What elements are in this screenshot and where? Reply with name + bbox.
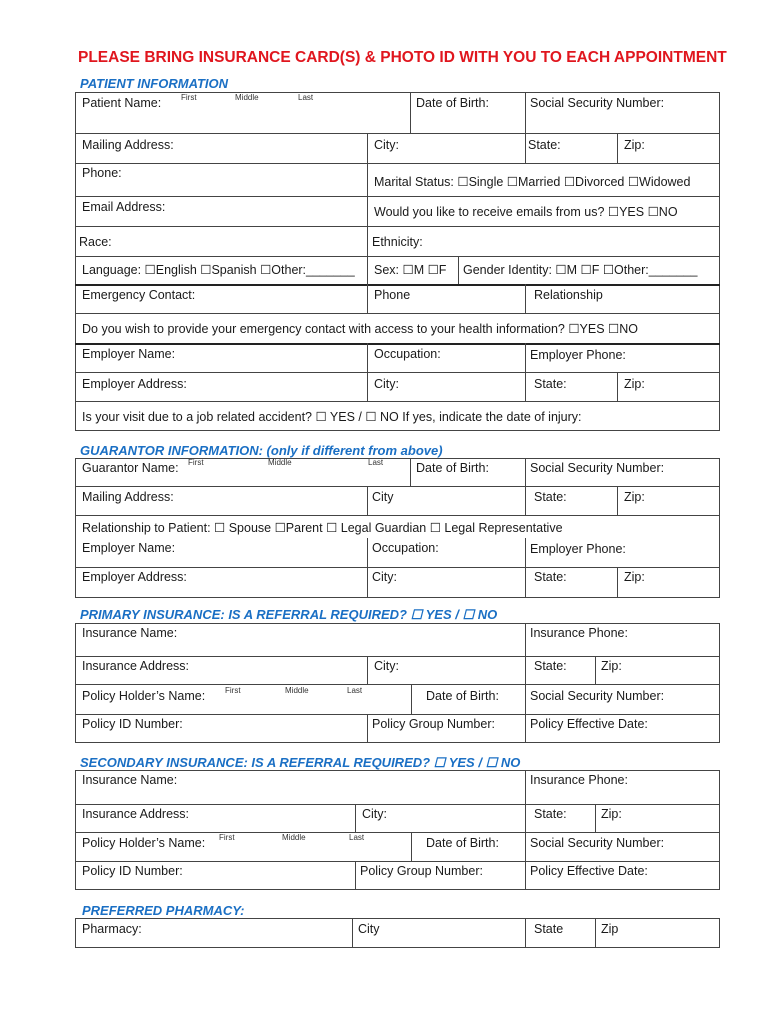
guarantor-zip-label: Zip: — [624, 490, 645, 504]
marital-status-field[interactable]: Marital Status: ☐Single ☐Married ☐Divorced ☐Widowed — [374, 175, 691, 189]
primary-state-label: State: — [534, 659, 567, 673]
primary-zip-label: Zip: — [601, 659, 622, 673]
patient-city-label: City: — [374, 138, 399, 152]
employer-zip-label: Zip: — [624, 377, 645, 391]
patient-email-label: Email Address: — [82, 200, 166, 214]
patient-section-heading: PATIENT INFORMATION — [80, 76, 229, 91]
middle-sublabel: Middle — [268, 458, 292, 467]
primary-effective-date-label: Policy Effective Date: — [530, 717, 648, 731]
secondary-insurance-heading[interactable]: SECONDARY INSURANCE: IS A REFERRAL REQUIRED? ☐ YES / ☐ NO — [80, 755, 521, 770]
secondary-holder-name-label: Policy Holder’s Name: — [82, 836, 206, 850]
guarantor-employer-phone-label: Employer Phone: — [530, 542, 626, 556]
primary-dob-label: Date of Birth: — [426, 689, 499, 703]
guarantor-name-label: Guarantor Name: — [82, 461, 179, 475]
first-sublabel: First — [181, 93, 197, 102]
employer-phone-label: Employer Phone: — [530, 348, 626, 362]
pharmacy-city-label: City — [358, 922, 380, 936]
patient-dob-label: Date of Birth: — [416, 96, 489, 110]
primary-insurance-address-label: Insurance Address: — [82, 659, 190, 673]
middle-sublabel: Middle — [282, 833, 306, 842]
primary-insurance-name-label: Insurance Name: — [82, 626, 178, 640]
employer-state-label: State: — [534, 377, 567, 391]
secondary-dob-label: Date of Birth: — [426, 836, 499, 850]
occupation-label: Occupation: — [374, 347, 441, 361]
guarantor-city-label: City — [372, 490, 394, 504]
employer-name-label: Employer Name: — [82, 347, 176, 361]
secondary-insurance-address-label: Insurance Address: — [82, 807, 190, 821]
secondary-insurance-name-label: Insurance Name: — [82, 773, 178, 787]
secondary-ssn-label: Social Security Number: — [530, 836, 665, 850]
employer-address-label: Employer Address: — [82, 377, 187, 391]
patient-mailing-label: Mailing Address: — [82, 138, 174, 152]
primary-ssn-label: Social Security Number: — [530, 689, 665, 703]
last-sublabel: Last — [349, 833, 365, 842]
patient-state-label: State: — [528, 138, 561, 152]
emergency-access-field[interactable]: Do you wish to provide your emergency contact with access to your health information? ☐YES ☐NO — [82, 322, 638, 336]
primary-city-label: City: — [374, 659, 399, 673]
guarantor-employer-name-label: Employer Name: — [82, 541, 176, 555]
gender-identity-field[interactable]: Gender Identity: ☐M ☐F ☐Other:_______ — [463, 263, 698, 277]
guarantor-employer-zip-label: Zip: — [624, 570, 645, 584]
patient-phone-label: Phone: — [82, 166, 122, 180]
primary-insurance-phone-label: Insurance Phone: — [530, 626, 628, 640]
last-sublabel: Last — [347, 686, 363, 695]
pharmacy-table — [75, 918, 720, 948]
guarantor-occupation-label: Occupation: — [372, 541, 439, 555]
patient-ssn-label: Social Security Number: — [530, 96, 665, 110]
primary-group-number-label: Policy Group Number: — [372, 717, 495, 731]
pharmacy-name-label: Pharmacy: — [82, 922, 142, 936]
secondary-city-label: City: — [362, 807, 387, 821]
first-sublabel: First — [219, 833, 235, 842]
last-sublabel: Last — [368, 458, 384, 467]
primary-insurance-heading[interactable]: PRIMARY INSURANCE: IS A REFERRAL REQUIRED? ☐ YES / ☐ NO — [80, 607, 498, 622]
guarantor-state-label: State: — [534, 490, 567, 504]
middle-sublabel: Middle — [235, 93, 259, 102]
primary-holder-name-label: Policy Holder’s Name: — [82, 689, 206, 703]
secondary-effective-date-label: Policy Effective Date: — [530, 864, 648, 878]
pharmacy-zip-label: Zip — [601, 922, 619, 936]
pharmacy-heading: PREFERRED PHARMACY: — [82, 903, 245, 918]
employer-city-label: City: — [374, 377, 399, 391]
guarantor-mailing-label: Mailing Address: — [82, 490, 174, 504]
secondary-group-number-label: Policy Group Number: — [360, 864, 483, 878]
race-label: Race: — [79, 235, 112, 249]
pharmacy-state-label: State — [534, 922, 564, 936]
secondary-insurance-phone-label: Insurance Phone: — [530, 773, 628, 787]
first-sublabel: First — [188, 458, 204, 467]
guarantor-employer-address-label: Employer Address: — [82, 570, 187, 584]
language-field[interactable]: Language: ☐English ☐Spanish ☐Other:_______ — [82, 263, 355, 277]
middle-sublabel: Middle — [285, 686, 309, 695]
email-consent-field[interactable]: Would you like to receive emails from us? ☐YES ☐NO — [374, 205, 678, 219]
emergency-relationship-label: Relationship — [534, 288, 603, 302]
secondary-policy-id-label: Policy ID Number: — [82, 864, 183, 878]
page-title: PLEASE BRING INSURANCE CARD(S) & PHOTO ID WITH YOU TO EACH APPOINTMENT — [78, 49, 727, 66]
guarantor-dob-label: Date of Birth: — [416, 461, 489, 475]
first-sublabel: First — [225, 686, 241, 695]
guarantor-employer-state-label: State: — [534, 570, 567, 584]
guarantor-section-heading: GUARANTOR INFORMATION: (only if different from above) — [80, 443, 443, 458]
last-sublabel: Last — [298, 93, 314, 102]
guarantor-ssn-label: Social Security Number: — [530, 461, 665, 475]
patient-zip-label: Zip: — [624, 138, 645, 152]
job-accident-field[interactable]: Is your visit due to a job related accident? ☐ YES / ☐ NO If yes, indicate the date of injury: — [82, 410, 582, 424]
secondary-state-label: State: — [534, 807, 567, 821]
emergency-contact-label: Emergency Contact: — [82, 288, 196, 302]
emergency-phone-label: Phone — [374, 288, 411, 302]
ethnicity-label: Ethnicity: — [372, 235, 423, 249]
secondary-zip-label: Zip: — [601, 807, 622, 821]
guarantor-relationship-field[interactable]: Relationship to Patient: ☐ Spouse ☐Parent ☐ Legal Guardian ☐ Legal Representative — [82, 521, 563, 535]
primary-policy-id-label: Policy ID Number: — [82, 717, 183, 731]
patient-name-label: Patient Name: — [82, 96, 162, 110]
guarantor-employer-city-label: City: — [372, 570, 397, 584]
sex-field[interactable]: Sex: ☐M ☐F — [374, 263, 447, 277]
